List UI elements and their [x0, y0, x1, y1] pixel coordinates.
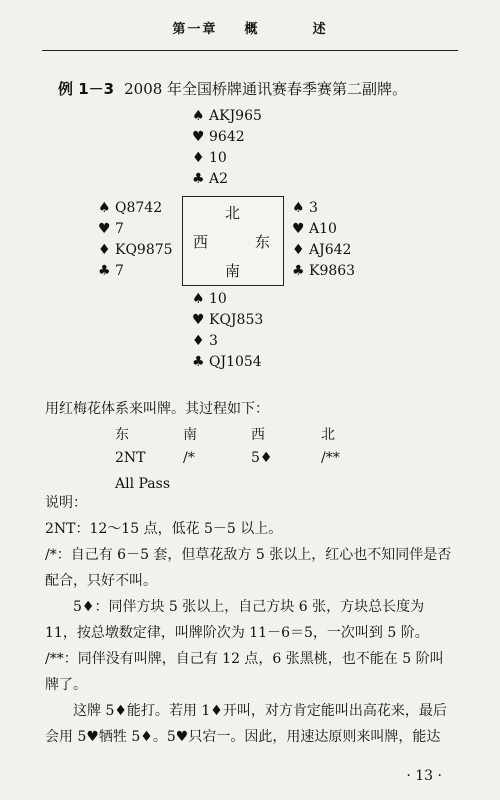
diamond-icon: ♦ — [192, 333, 205, 349]
diamond-icon: ♦ — [292, 242, 305, 258]
explanation-p5 — [45, 698, 457, 750]
west-spades: Q8742 — [115, 200, 163, 216]
west-hearts: 7 — [115, 221, 124, 237]
compass-east: 东 — [255, 233, 271, 251]
explanation-p2: /*：自己有 6－5 套，但草花敌方 5 张以上，红心也不知同伴是否配合，只好不叫。 — [45, 547, 452, 589]
club-icon: ♣ — [192, 354, 205, 370]
example-text: 2008 年全国桥牌通讯赛春季赛第二副牌。 — [124, 80, 408, 98]
p5-f: 只宕一。因此，用速达原则来叫牌，能达 — [188, 729, 441, 745]
east-hearts: A10 — [309, 221, 337, 237]
p5-d: 牺牲 5 — [98, 729, 141, 745]
east-hand — [292, 198, 355, 282]
bid-east-1: 2NT — [115, 450, 146, 466]
south-clubs: QJ1054 — [209, 354, 262, 370]
chapter-title-part1: 概 — [244, 22, 260, 37]
p5-b: 能打。若用 1 — [126, 703, 211, 719]
p5-e: 。5 — [152, 729, 176, 745]
compass-north: 北 — [225, 204, 241, 222]
diamond-icon: ♦ — [140, 729, 153, 745]
explanation-p3 — [45, 594, 457, 646]
p3-bid-level: 5 — [73, 599, 82, 615]
heart-icon: ♥ — [86, 729, 99, 745]
club-icon: ♣ — [192, 171, 205, 187]
diamond-icon: ♦ — [210, 703, 223, 719]
bid-header-south: 南 — [183, 427, 197, 443]
heart-icon: ♥ — [292, 221, 305, 237]
south-hand — [192, 289, 263, 373]
bid-north-1: /** — [321, 450, 340, 466]
page-number: · 13 · — [406, 768, 442, 784]
spade-icon: ♠ — [98, 200, 111, 216]
west-diamonds: KQ9875 — [115, 242, 173, 258]
example-title — [58, 78, 407, 99]
north-hand — [192, 106, 262, 190]
diamond-icon: ♦ — [192, 150, 205, 166]
compass-box — [182, 196, 284, 286]
spade-icon: ♠ — [192, 108, 205, 124]
east-clubs: K9863 — [309, 263, 356, 279]
north-clubs: A2 — [209, 171, 229, 187]
heart-icon: ♥ — [192, 312, 205, 328]
west-clubs: 7 — [115, 263, 124, 279]
compass-west: 西 — [193, 233, 209, 251]
explanation-label: 说明： — [45, 495, 87, 511]
east-spades: 3 — [309, 200, 318, 216]
spade-icon: ♠ — [292, 200, 305, 216]
diamond-icon: ♦ — [98, 242, 111, 258]
diamond-icon: ♦ — [81, 599, 95, 615]
bid-west-1 — [251, 450, 272, 466]
bidding-intro: 用红梅花体系来叫牌。其过程如下： — [45, 401, 269, 417]
p5-a: 这牌 5 — [73, 703, 115, 719]
bid-west-1-level: 5 — [251, 450, 260, 466]
compass-south: 南 — [225, 262, 241, 280]
south-hearts: KQJ853 — [209, 312, 264, 328]
chapter-label: 第一章 — [172, 22, 218, 37]
chapter-title-part2: 述 — [312, 22, 328, 37]
p5-c: 开叫，对方肯定能叫出高花来，最后会用 5 — [45, 703, 447, 745]
heart-icon: ♥ — [192, 129, 205, 145]
p3-text: ：同伴方块 5 张以上，自己方块 6 张，方块总长度为 11，按总墩数定律，叫牌阶次为 11－6＝5，一次叫到 5 阶。 — [45, 599, 429, 641]
north-spades: AKJ965 — [209, 108, 262, 124]
club-icon: ♣ — [292, 263, 305, 279]
north-diamonds: 10 — [209, 150, 227, 166]
east-diamonds: AJ642 — [309, 242, 352, 258]
explanation — [45, 490, 457, 750]
diamond-icon: ♦ — [114, 703, 127, 719]
diamond-icon: ♦ — [259, 450, 273, 466]
example-label: 例 1－3 — [58, 80, 115, 98]
explanation-p1: 2NT：12～15 点，低花 5－5 以上。 — [45, 521, 283, 537]
bid-south-1: /* — [183, 450, 195, 466]
heart-icon: ♥ — [98, 221, 111, 237]
west-hand — [98, 198, 173, 282]
bid-header-north: 北 — [321, 427, 335, 443]
north-hearts: 9642 — [209, 129, 245, 145]
header-rule — [42, 50, 458, 51]
bid-header-east: 东 — [115, 427, 129, 443]
south-spades: 10 — [209, 291, 227, 307]
bid-all-pass: All Pass — [115, 476, 171, 492]
heart-icon: ♥ — [175, 729, 189, 745]
club-icon: ♣ — [98, 263, 111, 279]
bid-header-west: 西 — [251, 427, 265, 443]
south-diamonds: 3 — [209, 333, 218, 349]
spade-icon: ♠ — [192, 291, 205, 307]
explanation-p4: /**：同伴没有叫牌，自己有 12 点，6 张黑桃，也不能在 5 阶叫牌了。 — [45, 651, 444, 693]
running-header — [0, 18, 500, 40]
